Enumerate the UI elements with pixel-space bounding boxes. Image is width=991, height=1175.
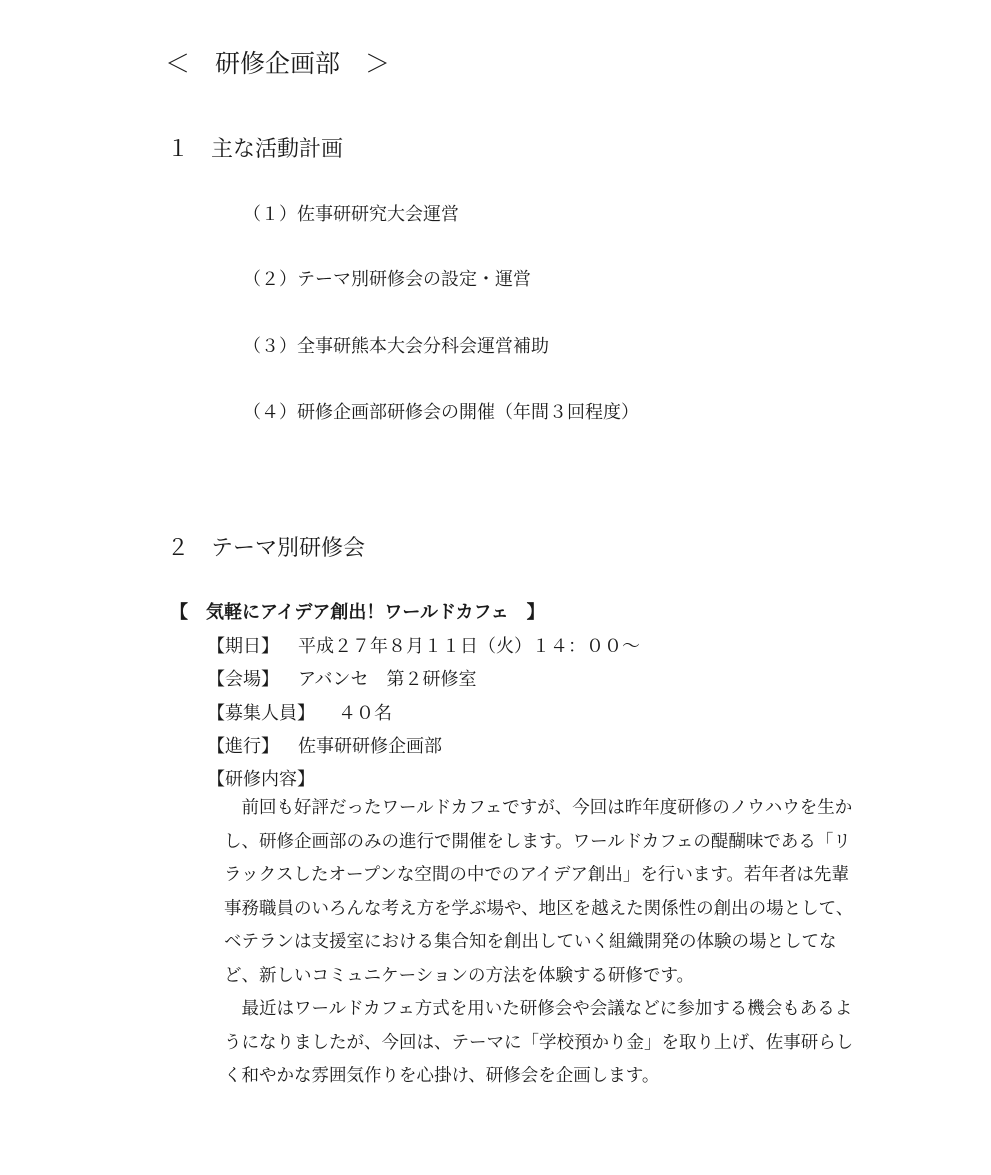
department-heading: ＜ 研修企画部 ＞ — [165, 49, 391, 78]
plan-item: （１）佐事研研究大会運営 — [243, 204, 459, 225]
detail-label-venue: 【会場】 — [207, 669, 279, 690]
section-1-title: １ 主な活動計画 — [167, 137, 344, 162]
detail-value-venue: アバンセ 第２研修室 — [298, 669, 477, 690]
detail-label-date: 【期日】 — [207, 636, 279, 657]
session-title: 【 気軽にアイデア創出！ワールドカフェ 】 — [170, 602, 545, 623]
content-body — [224, 792, 864, 1094]
plan-item: （３）全事研熊本大会分科会運営補助 — [243, 336, 549, 357]
detail-value-date: 平成２７年８月１１日（火）１４：００～ — [298, 636, 640, 657]
content-paragraph: 最近はワールドカフェ方式を用いた研修会や会議などに参加する機会もあるようになりましたが、今回は、テーマに「学校預かり金」を取り上げ、佐事研らしく和やかな雰囲気作りを心掛け、研修会を企画します。 — [224, 999, 854, 1086]
content-label: 【研修内容】 — [207, 769, 315, 790]
detail-label-facilitator: 【進行】 — [207, 736, 279, 757]
detail-value-capacity: ４０名 — [338, 703, 392, 724]
plan-item: （２）テーマ別研修会の設定・運営 — [243, 269, 531, 290]
content-paragraph: 前回も好評だったワールドカフェですが、今回は昨年度研修のノウハウを生かし、研修企画部のみの進行で開催をします。ワールドカフェの醍醐味である「リラックスしたオープンな空間の中でのアイデア創出」を行います。若年者は先輩事務職員のいろんな考え方を学ぶ場や、地区を越えた関係性の創出の場として、ベテランは支援室における集合知を創出していく組織開発の体験の場としてなど、新しいコミュニケーションの方法を体験する研修です。 — [224, 798, 854, 986]
plan-item: （４）研修企画部研修会の開催（年間３回程度） — [243, 402, 639, 423]
section-2-title: ２ テーマ別研修会 — [167, 536, 366, 561]
detail-label-capacity: 【募集人員】 — [207, 703, 315, 724]
detail-value-facilitator: 佐事研研修企画部 — [298, 736, 442, 757]
